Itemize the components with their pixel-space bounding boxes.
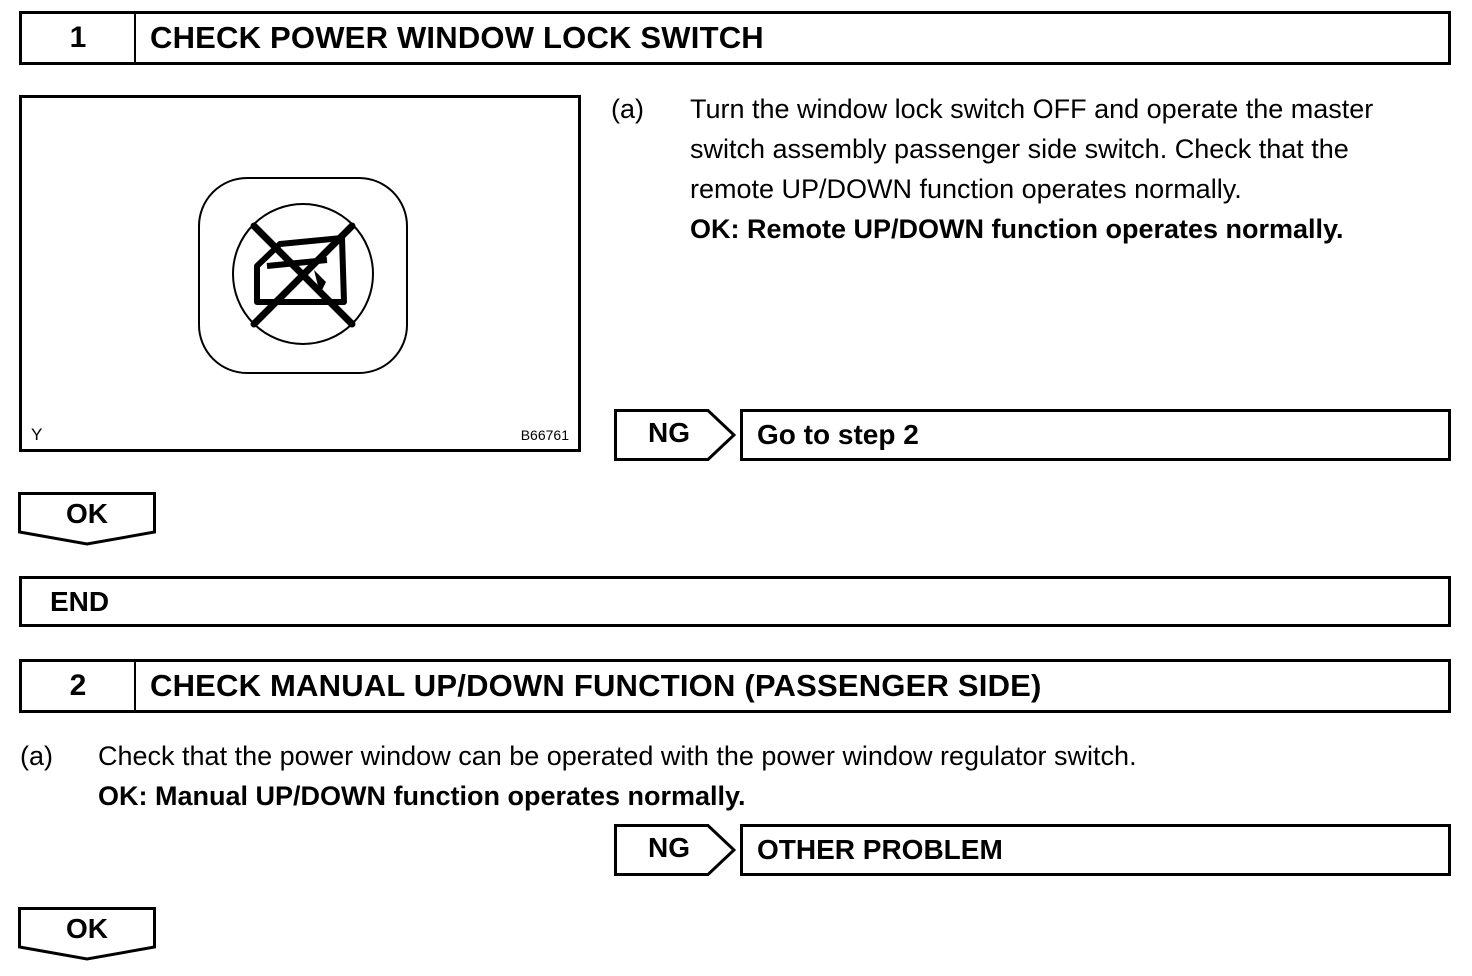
step-1-number: 1	[22, 14, 136, 62]
window-lock-switch-icon	[22, 98, 578, 449]
step-1-para-line-2: switch assembly passenger side switch. Check that the	[690, 134, 1349, 164]
step-1-header	[19, 11, 1451, 65]
step-1-ng-label: NG	[648, 417, 690, 448]
step-2-ng-label: NG	[648, 832, 690, 863]
step-2-para-label: (a)	[20, 741, 53, 771]
step-1-ok-tag	[18, 492, 156, 546]
step-1-ok-criteria: OK: Remote UP/DOWN function operates normally.	[690, 214, 1344, 244]
end-box	[19, 576, 1451, 627]
step-1-para-line-3: remote UP/DOWN function operates normally.	[690, 174, 1242, 204]
figure-code: B66761	[520, 427, 569, 443]
step-1-ng-action	[740, 409, 1451, 461]
step-1-para-line-1: Turn the window lock switch OFF and operate the master	[690, 94, 1374, 124]
step-2-title: CHECK MANUAL UP/DOWN FUNCTION (PASSENGER SIDE)	[150, 668, 1042, 703]
step-1-ok-label: OK	[66, 498, 108, 529]
step-2-ok-criteria: OK: Manual UP/DOWN function operates normally.	[98, 781, 746, 811]
step-1-paragraph	[611, 89, 1456, 259]
step-2-ok-label: OK	[66, 913, 108, 944]
switch-illustration	[19, 95, 581, 452]
figure-corner-left: Y	[31, 425, 43, 444]
step-2-ng-action	[740, 824, 1451, 876]
step-2-ng-action-text: OTHER PROBLEM	[757, 834, 1003, 865]
step-2-para-text: Check that the power window can be operated with the power window regulator switch.	[98, 741, 1137, 771]
step-1-ng-tag	[614, 409, 736, 461]
step-2-paragraph	[20, 736, 1440, 818]
step-2-ng-tag	[614, 824, 736, 876]
step-2-header	[19, 659, 1451, 713]
step-1-para-label: (a)	[611, 94, 644, 124]
step-2-number: 2	[22, 662, 136, 710]
step-2-ok-tag	[18, 907, 156, 961]
end-label: END	[50, 585, 110, 617]
step-1-ng-action-text: Go to step 2	[757, 419, 919, 450]
step-1-title: CHECK POWER WINDOW LOCK SWITCH	[150, 20, 764, 55]
